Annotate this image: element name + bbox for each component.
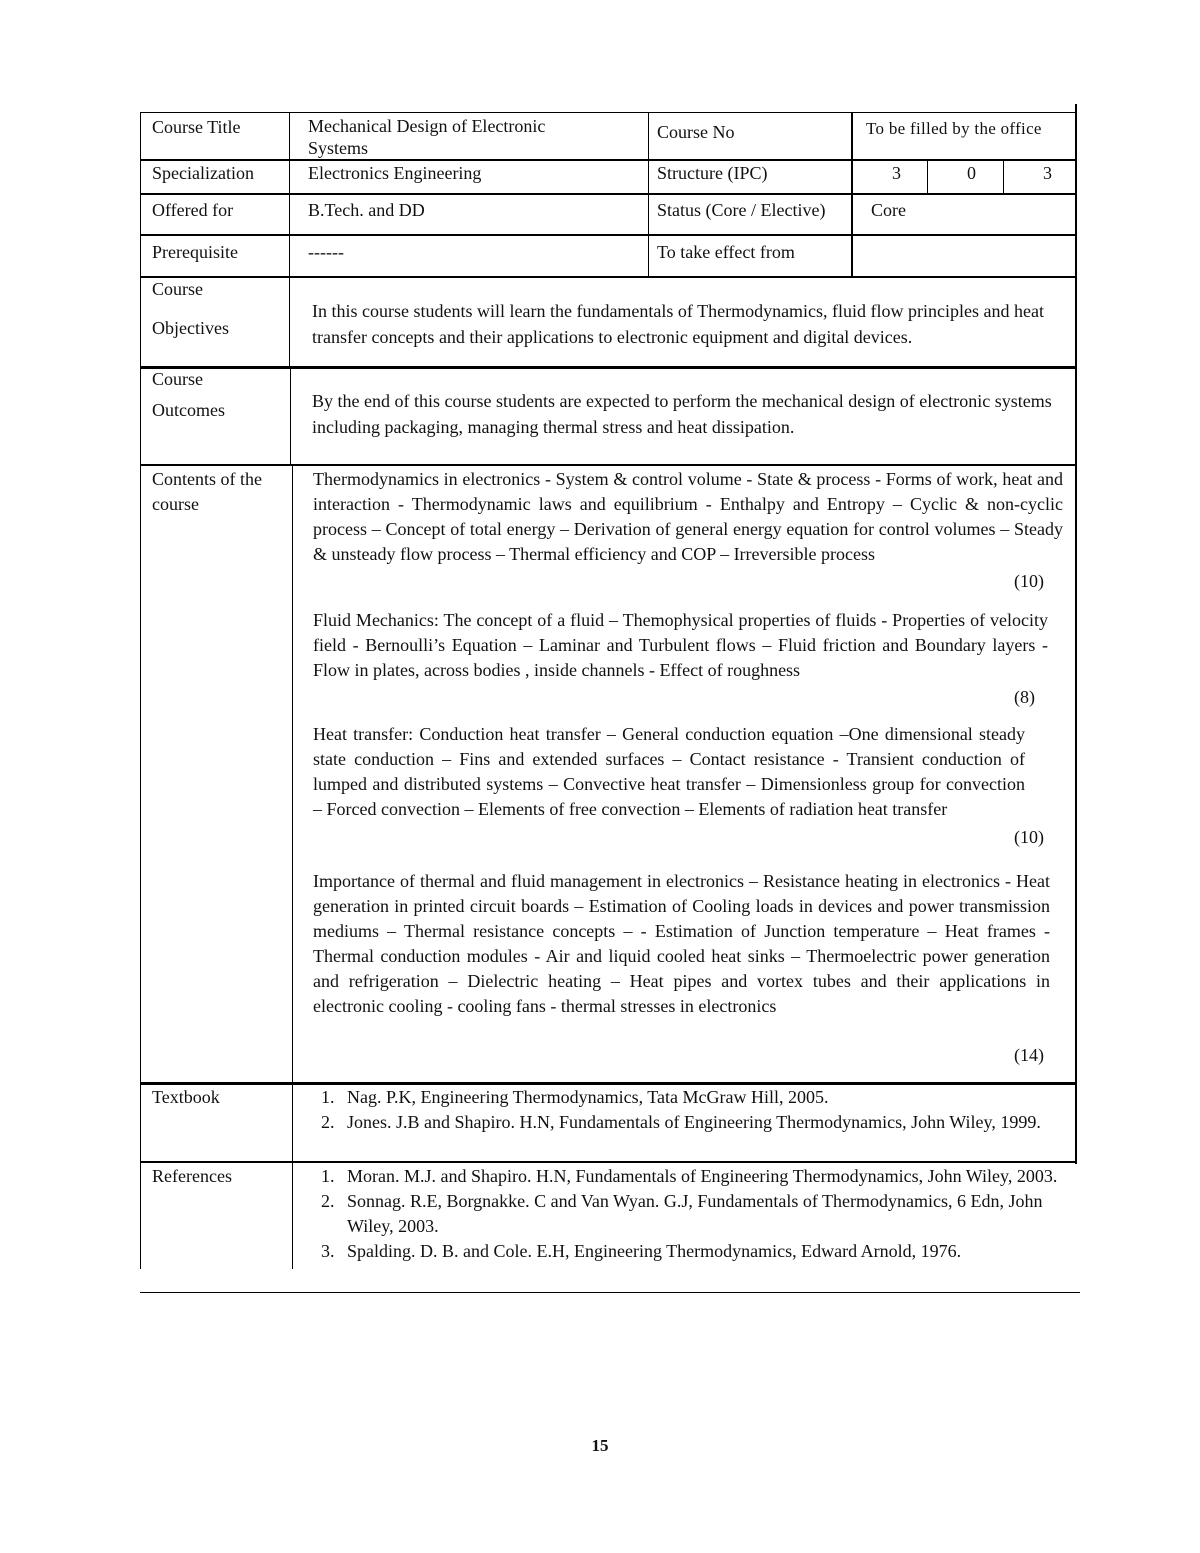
outcomes-label-line1: Course (152, 369, 203, 389)
prerequisite-label: Prerequisite (152, 242, 238, 262)
unit-2-text: Fluid Mechanics: The concept of a fluid – Themophysical properties of fluids - Properties of velocity field - Bernoulli’s Equation – Laminar and Turbulent flows – Fluid friction and Boundary layers - Flow in plates, across bodies , inside channels - Effect of roughness (313, 610, 1048, 680)
list-number: 1. (321, 1166, 335, 1186)
offered-value: B.Tech. and DD (308, 200, 425, 220)
rule (140, 159, 1076, 161)
list-number: 2. (321, 1191, 335, 1211)
rule (140, 112, 141, 1269)
specialization-label: Specialization (152, 163, 254, 183)
unit-3-hours: (10) (1014, 827, 1044, 847)
reference-item (315, 1239, 1067, 1264)
status-value: Core (871, 200, 906, 220)
references-label: References (152, 1166, 232, 1186)
rule (140, 1161, 1077, 1163)
structure-label: Structure (IPC) (657, 163, 768, 183)
outcomes-label-line2: Outcomes (152, 400, 225, 420)
list-text: Sonnag. R.E, Borgnakke. C and Van Wyan. G.J, Fundamentals of Thermodynamics, 6 Edn, John Wiley, 2003. (347, 1191, 1043, 1236)
list-text: Jones. J.B and Shapiro. H.N, Fundamentals of Engineering Thermodynamics, John Wiley, 1999. (347, 1112, 1041, 1132)
ipc-lecture: 3 (892, 163, 901, 183)
unit-3-text: Heat transfer: Conduction heat transfer – General conduction equation –One dimensional steady state conduction – Fins and extended surfaces – Contact resistance - Transient conduction of lumped and distributed systems – Convective heat transfer – Dimensionless group for convection – Forced convection – Elements of free convection – Elements of radiation heat transfer (313, 724, 1025, 819)
list-number: 3. (321, 1241, 335, 1261)
outcomes-text: By the end of this course students are expected to perform the mechanical design of electronic systems including packaging, managing thermal stress and heat dissipation. (312, 391, 1052, 437)
unit-2-hours: (8) (1014, 687, 1035, 707)
rule (140, 234, 1076, 236)
course-no-label: Course No (657, 122, 735, 142)
rule (140, 193, 1076, 195)
page-number: 15 (591, 1436, 609, 1455)
list-text: Moran. M.J. and Shapiro. H.N, Fundamentals of Engineering Thermodynamics, John Wiley, 2003. (347, 1166, 1058, 1186)
unit-4-hours: (14) (1014, 1045, 1044, 1065)
rule (289, 112, 290, 366)
rule (1003, 159, 1004, 195)
course-title-label: Course Title (152, 117, 241, 137)
rule (140, 1292, 1080, 1293)
rule (648, 112, 649, 278)
offered-label: Offered for (152, 200, 234, 220)
rule (140, 464, 1077, 466)
rule (290, 366, 291, 466)
rule (140, 112, 1076, 113)
course-no-value: To be filled by the office (866, 119, 1042, 138)
status-label: Status (Core / Elective) (657, 200, 826, 220)
list-number: 1. (321, 1087, 335, 1107)
effect-label: To take effect from (657, 242, 795, 262)
contents-label: Contents of the course (152, 469, 262, 514)
objectives-text: In this course students will learn the fundamentals of Thermodynamics, fluid flow principles and heat transfer concepts and their applications to electronic equipment and digital devices. (312, 301, 1044, 347)
unit-1-text: Thermodynamics in electronics - System & control volume - State & process - Forms of work, heat and interaction - Thermodynamic laws and equilibrium - Enthalpy and Entropy – Cyclic & non-cyclic process – Concept of total energy – Derivation of general energy equation for control volumes – Steady & unsteady flow process – Thermal efficiency and COP – Irreversible process (313, 469, 1063, 564)
course-title-value: Mechanical Design of Electronic Systems (308, 116, 546, 158)
ipc-practical: 0 (967, 163, 976, 183)
rule (140, 276, 1076, 278)
rule (292, 464, 293, 1269)
rule (1075, 104, 1077, 1164)
unit-1-hours: (10) (1014, 571, 1044, 591)
rule (851, 112, 853, 278)
ipc-credits: 3 (1043, 163, 1052, 183)
prerequisite-value: ------ (308, 242, 344, 262)
textbook-item (315, 1085, 1067, 1110)
rule (927, 159, 928, 195)
specialization-value: Electronics Engineering (308, 163, 482, 183)
textbook-item (315, 1110, 1067, 1135)
list-number: 2. (321, 1112, 335, 1132)
rule (140, 366, 1077, 369)
objectives-label-line1: Course (152, 279, 203, 299)
textbook-list (315, 1085, 1067, 1135)
textbook-label: Textbook (152, 1087, 220, 1107)
objectives-label-line2: Objectives (152, 318, 229, 338)
unit-4-text: Importance of thermal and fluid management in electronics – Resistance heating in electronics - Heat generation in printed circuit boards – Estimation of Cooling loads in devices and power transmission mediums – Thermal resistance concepts – - Estimation of Junction temperature – Heat frames - Thermal conduction modules - Air and liquid cooled heat sinks – Thermoelectric power generation and refrigeration – Dielectric heating – Heat pipes and vortex tubes and their applications in electronic cooling - cooling fans - thermal stresses in electronics (313, 871, 1050, 1016)
references-list (315, 1164, 1067, 1264)
list-text: Spalding. D. B. and Cole. E.H, Engineering Thermodynamics, Edward Arnold, 1976. (347, 1241, 962, 1261)
reference-item (315, 1164, 1067, 1189)
list-text: Nag. P.K, Engineering Thermodynamics, Tata McGraw Hill, 2005. (347, 1087, 829, 1107)
reference-item (315, 1189, 1067, 1239)
